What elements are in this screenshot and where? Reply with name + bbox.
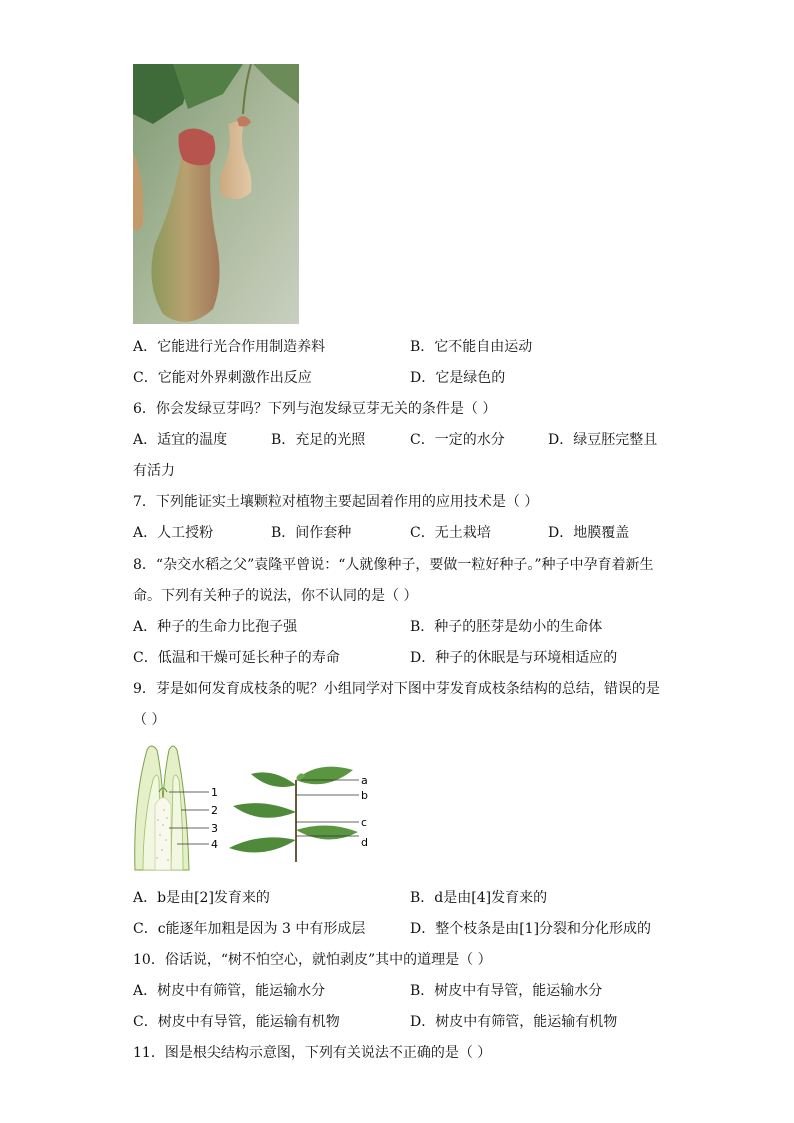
q6-option-b: B．充足的光照 [271, 432, 366, 448]
q5-option-c: C．它能对外界刺激作出反应 [133, 370, 312, 386]
q5-option-a: A．它能进行光合作用制造养料 [133, 339, 326, 355]
bud-label-4: 4 [211, 838, 218, 851]
q9-option-d: D．整个枝条是由[1]分裂和分化形成的 [410, 921, 652, 937]
q7-option-b: B．间作套种 [271, 525, 352, 541]
q8-stem-line2: 命。下列有关种子的说法，你不认同的是（ ） [133, 588, 418, 604]
q6-stem: 6．你会发绿豆芽吗？下列与泡发绿豆芽无关的条件是（ ） [133, 401, 497, 417]
q10-option-c: C．树皮中有导管，能运输有机物 [133, 1014, 340, 1030]
q8-option-a: A．种子的生命力比孢子强 [133, 619, 298, 635]
q6-option-d-continued: 有活力 [133, 463, 175, 479]
branch-label-b: b [361, 789, 368, 802]
q10-stem: 10．俗话说，“树不怕空心，就怕剥皮”其中的道理是（ ） [133, 952, 492, 968]
q7-option-d: D．地膜覆盖 [548, 525, 630, 541]
q8-option-d: D．种子的休眠是与环境相适应的 [410, 650, 618, 666]
q9-option-c: C．c能逐年加粗是因为 3 中有形成层 [133, 921, 366, 937]
q9-stem-line2: （ ） [133, 712, 166, 728]
bud-section-drawing [135, 746, 209, 870]
q6-option-d: D．绿豆胚完整且 [548, 432, 658, 448]
q7-option-a: A．人工授粉 [133, 525, 214, 541]
branch-label-c: c [361, 816, 368, 829]
q9-option-a: A．b是由[2]发育来的 [133, 890, 270, 906]
bud-label-3: 3 [211, 822, 218, 835]
q10-option-d: D．树皮中有筛管，能运输有机物 [410, 1014, 618, 1030]
q5-option-d: D．它是绿色的 [410, 370, 506, 386]
q10-option-b: B．树皮中有导管，能运输水分 [410, 983, 603, 999]
q9-stem-line1: 9．芽是如何发育成枝条的呢？小组同学对下图中芽发育成枝条结构的总结，错误的是 [133, 681, 660, 697]
branch-label-a: a [361, 774, 368, 787]
q6-option-c: C．一定的水分 [410, 432, 505, 448]
q8-option-b: B．种子的胚芽是幼小的生命体 [410, 619, 603, 635]
bud-label-2: 2 [211, 804, 218, 817]
q5-option-b: B．它不能自由运动 [410, 339, 533, 355]
q7-stem: 7．下列能证实土壤颗粒对植物主要起固着作用的应用技术是（ ） [133, 494, 539, 510]
q6-option-a: A．适宜的温度 [133, 432, 228, 448]
branch-drawing [229, 767, 359, 862]
q10-option-a: A．树皮中有筛管，能运输水分 [133, 983, 326, 999]
q9-option-b: B．d是由[4]发育来的 [410, 890, 548, 906]
q8-stem-line1: 8．“杂交水稻之父”袁隆平曾说：“人就像种子，要做一粒好种子。”种子中孕育着新生 [133, 557, 654, 573]
bud-and-branch-diagram [133, 740, 378, 872]
q8-option-c: C．低温和干燥可延长种子的寿命 [133, 650, 340, 666]
q7-option-c: C．无土栽培 [410, 525, 491, 541]
branch-label-d: d [361, 836, 368, 849]
q11-stem: 11．图是根尖结构示意图，下列有关说法不正确的是（ ） [133, 1045, 492, 1061]
pitcher-plant-photo [133, 64, 299, 324]
bud-label-1: 1 [211, 786, 218, 799]
